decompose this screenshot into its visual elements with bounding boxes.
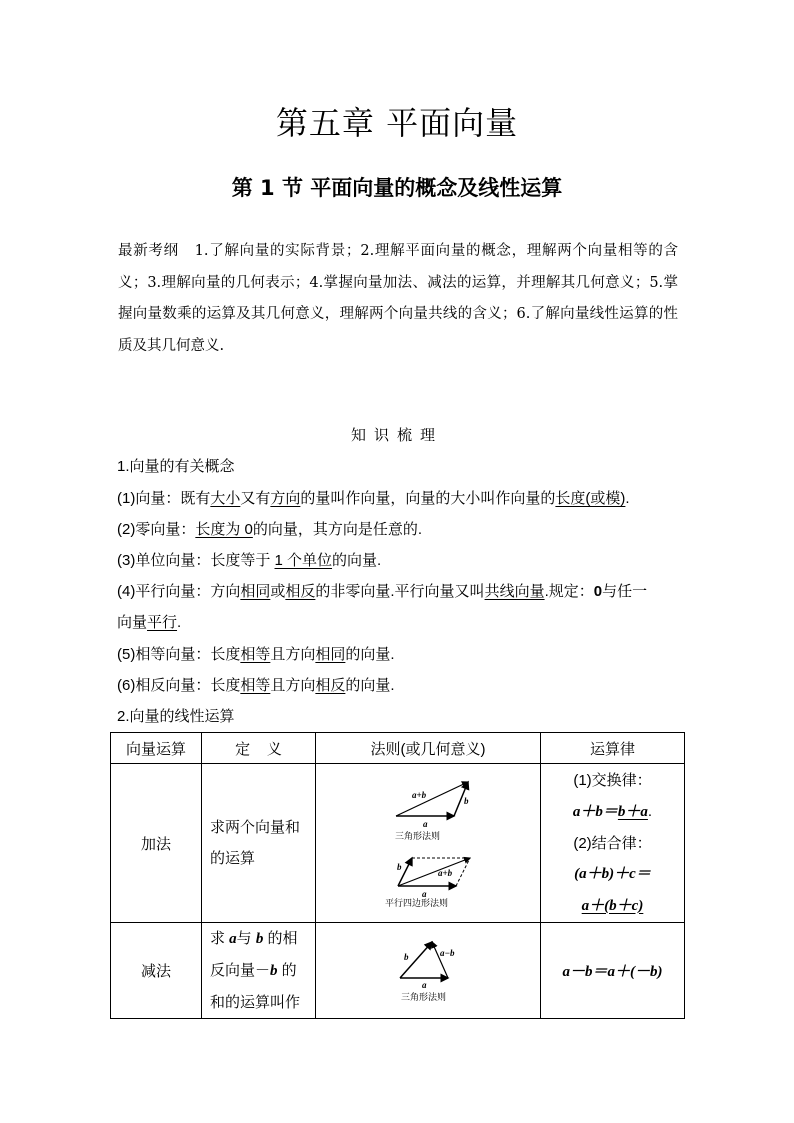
text: . bbox=[647, 802, 653, 820]
header-cell: 法则(或几何意义) bbox=[316, 733, 541, 764]
parallelogram-rule-diagram bbox=[385, 858, 470, 908]
law-line: (a＋b)＋c＝ bbox=[574, 865, 651, 882]
rule-figure-cell bbox=[316, 764, 541, 923]
text: 的相反向量－ bbox=[210, 930, 298, 979]
text: 且方向 bbox=[270, 677, 316, 694]
triangle-rule-diagram bbox=[395, 782, 469, 841]
label-a-minus-b: a−b bbox=[440, 947, 455, 958]
blank: 平行 bbox=[147, 614, 178, 631]
law-line bbox=[541, 796, 684, 828]
caption-parallelogram-rule: 平行四边形法则 bbox=[385, 897, 449, 908]
operation-definition: 求两个向量和的运算 bbox=[202, 764, 316, 923]
part2-title: 2.向量的线性运算 bbox=[117, 708, 235, 725]
knowledge-heading: 知识梳理 bbox=[350, 426, 443, 444]
text: (5)相等向量：长度 bbox=[117, 646, 241, 663]
law-line: (2)结合律： bbox=[573, 834, 652, 852]
text: 且方向 bbox=[270, 646, 316, 663]
concept-parallel-vector bbox=[117, 582, 683, 602]
label-b: b bbox=[404, 951, 409, 962]
label-a-plus-b: a+b bbox=[412, 789, 427, 800]
blank: 相等 bbox=[240, 646, 271, 663]
blank: 1 个单位 bbox=[274, 552, 333, 569]
concept-equal-vector bbox=[117, 645, 683, 665]
text: 或 bbox=[270, 583, 286, 600]
table-header-row bbox=[111, 733, 685, 764]
part1-title: 1.向量的有关概念 bbox=[117, 458, 235, 475]
text: (1)向量：既有 bbox=[117, 490, 211, 507]
text: 的量叫作向量，向量的大小叫作向量的 bbox=[300, 490, 556, 507]
label-b: b bbox=[464, 795, 469, 806]
text: . bbox=[177, 614, 182, 631]
law-line bbox=[541, 890, 684, 922]
text: 的向量. bbox=[332, 552, 382, 569]
text: 的向量，其方向是任意的. bbox=[252, 521, 423, 538]
concept-zero-vector bbox=[117, 520, 683, 540]
law-line: (1)交换律： bbox=[573, 771, 652, 789]
label-a: a bbox=[423, 818, 428, 829]
zero-vector-symbol: 0 bbox=[593, 583, 603, 600]
text: 与任一 bbox=[602, 583, 648, 600]
blank: a＋(b＋c) bbox=[581, 897, 644, 914]
operation-name: 减法 bbox=[111, 923, 202, 1019]
syllabus-paragraph bbox=[118, 236, 678, 362]
blank: 方向 bbox=[270, 490, 301, 507]
label-a-plus-b: a+b bbox=[438, 867, 453, 878]
text: (4)平行向量：方向 bbox=[117, 583, 241, 600]
caption-triangle-rule: 三角形法则 bbox=[401, 991, 447, 1002]
header-cell: 运算律 bbox=[541, 733, 685, 764]
rule-figure-cell bbox=[316, 923, 541, 1019]
table-row bbox=[111, 764, 685, 923]
blank: 相反 bbox=[285, 583, 316, 600]
operation-laws bbox=[541, 923, 685, 1019]
text: 的向量. bbox=[345, 677, 395, 694]
section-title: 第 1 节 平面向量的概念及线性运算 bbox=[231, 176, 563, 200]
chapter-title: 第五章 平面向量 bbox=[275, 104, 519, 142]
concept-vector bbox=[117, 489, 683, 509]
blank: 相反 bbox=[315, 677, 346, 694]
linear-operations-table bbox=[110, 732, 685, 1019]
operation-name: 加法 bbox=[111, 764, 202, 923]
syllabus-text: 1.了解向量的实际背景；2.理解平面向量的概念，理解两个向量相等的含义；3.理解向量的几何表示；4.掌握向量加法、减法的运算，并理解其几何意义；5.掌握向量数乘的运算及其几何意义，理解两个向量共线的含义；6.了解向量线性运算的性质及其几何意义. bbox=[118, 243, 679, 354]
text: 的向量. bbox=[345, 646, 395, 663]
label-b: b bbox=[397, 861, 402, 872]
blank: 长度为 0 bbox=[195, 521, 253, 538]
math-var: a bbox=[229, 931, 237, 947]
text: (3)单位向量：长度等于 bbox=[117, 552, 271, 569]
text: 又有 bbox=[240, 490, 271, 507]
addition-figure bbox=[368, 774, 488, 909]
blank: 大小 bbox=[210, 490, 241, 507]
text: (6)相反向量：长度 bbox=[117, 677, 241, 694]
text: 求 bbox=[210, 930, 230, 947]
math-var: b bbox=[255, 931, 264, 947]
operation-definition bbox=[202, 923, 316, 1019]
law-line: a－b＝a＋(－b) bbox=[562, 964, 663, 980]
blank: 共线向量 bbox=[484, 583, 545, 600]
table-row bbox=[111, 923, 685, 1019]
subtraction-figure bbox=[368, 934, 488, 1004]
header-cell: 向量运算 bbox=[111, 733, 202, 764]
concept-unit-vector bbox=[117, 551, 683, 571]
text: 的和的运算叫作 bbox=[210, 962, 301, 1011]
text: . bbox=[625, 490, 630, 507]
header-cell: 定 义 bbox=[202, 733, 316, 764]
text: .规定： bbox=[544, 583, 594, 600]
blank: 相同 bbox=[240, 583, 271, 600]
blank: 相等 bbox=[240, 677, 271, 694]
concept-parallel-vector-cont bbox=[117, 613, 683, 633]
operation-laws bbox=[541, 764, 685, 923]
text: 的非零向量.平行向量又叫 bbox=[315, 583, 485, 600]
label-a: a bbox=[422, 888, 427, 899]
syllabus-label: 最新考纲 bbox=[118, 243, 179, 259]
text: (2)零向量： bbox=[117, 521, 196, 538]
label-a: a bbox=[422, 979, 427, 990]
text: 向量 bbox=[117, 614, 148, 631]
caption-triangle-rule: 三角形法则 bbox=[395, 830, 441, 841]
math-expr: a＋b＝ bbox=[572, 803, 618, 820]
blank: 相同 bbox=[315, 646, 346, 663]
text: 与 bbox=[236, 930, 256, 947]
concept-opposite-vector bbox=[117, 676, 683, 696]
blank: 长度(或模) bbox=[555, 490, 626, 507]
blank: b＋a bbox=[617, 803, 648, 820]
math-var: b bbox=[270, 963, 278, 979]
